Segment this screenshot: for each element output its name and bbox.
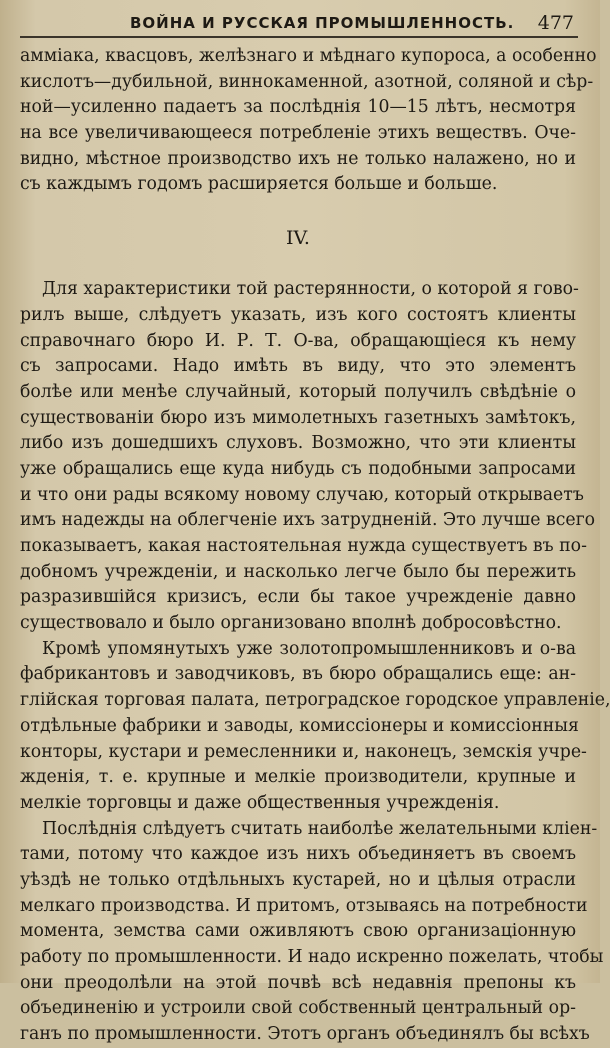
text-line: жденія, т. е. крупные и мелкіе производители, крупные и [20,767,576,788]
text-line: Кромѣ упомянутыхъ уже золотопромышленниковъ и о-ва [42,638,576,659]
text-line: ной—усиленно падаетъ за послѣднія 10—15 лѣтъ, несмотря [20,97,576,118]
text-line: рилъ выше, слѣдуетъ указать, изъ кого состоятъ клиенты [20,304,576,325]
text-line: мелкіе торговцы и даже общественныя учрежденія. [20,792,500,813]
text-line: фабрикантовъ и заводчиковъ, въ бюро обращались еще: ан- [20,664,576,685]
paragraph-continuation [20,44,597,198]
text-line: на все увеличивающееся потребленіе этихъ веществъ. Оче- [20,123,576,144]
text-line: видно, мѣстное производство ихъ не только налажено, но и [20,148,576,169]
text-line: либо изъ дошедшихъ слуховъ. Возможно, что эти клиенты [20,433,576,454]
page-body [20,44,610,1048]
text-line: момента, земства сами оживляютъ свою организаціонную [20,921,576,942]
text-line: добномъ учрежденіи, и насколько легче было бы пережить [20,561,576,582]
text-line: существованіи бюро изъ мимолетныхъ газетныхъ замѣтокъ, [20,407,576,428]
text-line: мелкаго производства. И притомъ, отзываясь на потребности [20,895,588,916]
text-line: съ запросами. Надо имѣть въ виду, что это элементъ [20,356,576,377]
text-line: разразившійся кризисъ, если бы такое учрежденіе давно [20,587,576,608]
paragraph [20,817,604,1048]
text-line: существовало и было организовано вполнѣ добросовѣстно. [20,613,562,634]
text-line: тами, потому что каждое изъ нихъ объединяетъ въ своемъ [20,844,576,865]
text-line: показываетъ, какая настоятельная нужда существуетъ въ по- [20,536,587,556]
text-line: амміака, квасцовъ, желѣзнаго и мѣднаго купороса, а особенно [20,46,597,66]
text-line: отдѣльные фабрики и заводы, комиссіонеры и комиссіонныя [20,715,579,736]
text-line: глійская торговая палата, петроградское городское управленіе, [20,690,610,711]
text-line: болѣе или менѣе случайный, который получилъ свѣдѣніе о [20,381,576,402]
text-line: они преодолѣли на этой почвѣ всѣ недавнія препоны къ [20,972,576,993]
text-line: уже обращались еще куда нибудь съ подобными запросами [20,458,576,479]
paragraph [20,277,596,637]
text-line: и что они рады всякому новому случаю, который открываетъ [20,484,584,505]
text-line: работу по промышленности. И надо искренно пожелать, чтобы [20,947,604,967]
text-line: имъ надежды на облегченіе ихъ затрудненій. Это лучше всего [20,510,596,531]
text-line: кислотъ—дубильной, виннокаменной, азотной, соляной и сѣр- [20,71,594,92]
text-line: ганъ по промышленности. Этотъ органъ объединялъ бы всѣхъ [20,1024,590,1045]
text-line: Для характеристики той растерянности, о которой я гово- [42,279,579,300]
text-line: Послѣднія слѣдуетъ считать наиболѣе желательными клiен- [42,818,598,839]
text-line: справочнаго бюро И. Р. Т. О-ва, обращающіеся къ нему [20,330,576,351]
page-header [20,8,578,38]
text-line: уѣздѣ не только отдѣльныхъ кустарей, но и цѣлыя отрасли [20,869,576,890]
running-title: ВОЙНА И РУССКАЯ ПРОМЫШЛЕННОСТЬ. [130,14,515,32]
paragraph [20,637,610,817]
text-line: конторы, кустари и ремесленники и, наконецъ, земскія учре- [20,741,587,762]
text-line: съ каждымъ годомъ расширяется больше и больше. [20,174,498,195]
section-heading: IV. [286,227,310,250]
page-number: 477 [537,12,574,34]
text-line: объединенію и устроили свой собственный центральный ор- [20,998,576,1019]
